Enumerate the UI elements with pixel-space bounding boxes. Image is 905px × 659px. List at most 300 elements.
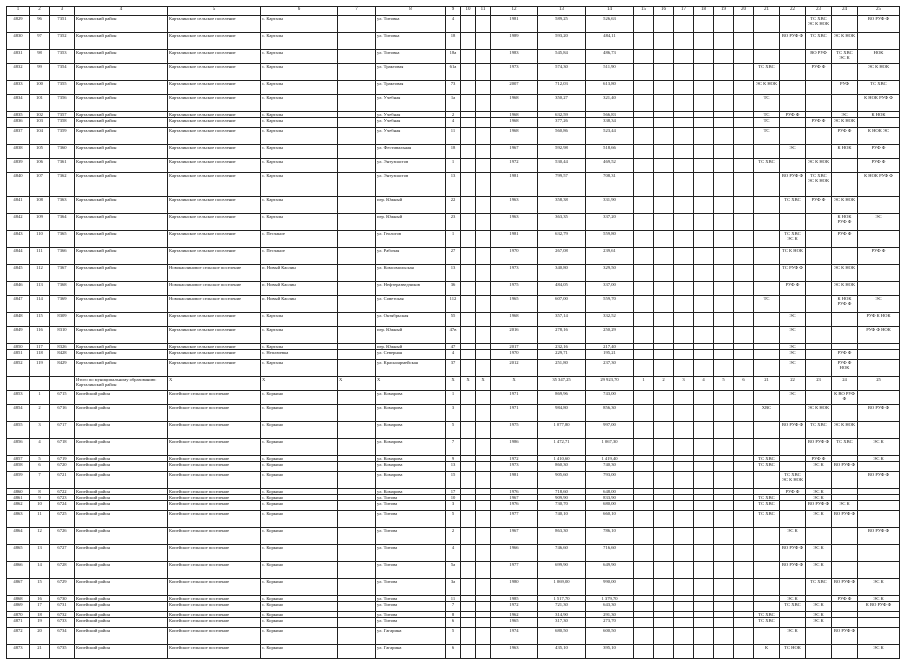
cell-number: 18 (30, 612, 50, 618)
cell-year: 2007 (491, 81, 538, 95)
cell-works-24: РУФ Ф (832, 596, 858, 602)
cell-district: Копейский район (75, 501, 168, 511)
cell-number (30, 377, 50, 391)
cell-area-living: 332,52 (586, 313, 634, 327)
cell-blank (714, 231, 734, 248)
cell-blank (634, 33, 654, 50)
cell-blank (674, 159, 694, 173)
cell-number: 100 (30, 81, 50, 95)
cell-works-24: РУФ Ф (832, 350, 858, 360)
cell-blank (714, 422, 734, 439)
cell-settlement: Карталинское сельское поселение (168, 16, 261, 33)
cell-blank (654, 422, 674, 439)
cell-works-23 (806, 360, 832, 377)
cell-settlement: Карталинское сельское поселение (168, 248, 261, 265)
cell-number: 109 (30, 214, 50, 231)
cell-area-total: 278,16 (538, 327, 586, 344)
cell-id: 4872 (7, 628, 30, 645)
cell-area-living: 1 419,40 (586, 456, 634, 462)
cell-blank (694, 296, 714, 313)
cell-works-22: ВО РУФ Ф (780, 545, 806, 562)
cell-blank (338, 562, 376, 579)
cell-works-24: К ВО РУФ Ф (832, 391, 858, 405)
cell-district: Копейский район (75, 528, 168, 545)
cell-locality: с. Коркино (261, 602, 338, 612)
cell-street: ул. Титова (376, 528, 446, 545)
cell-number: 5 (30, 456, 50, 462)
cell-blank (734, 462, 754, 472)
cell-blank (674, 118, 694, 128)
cell-blank (734, 327, 754, 344)
cell-works-21: ТС (754, 128, 780, 145)
cell-area-living: 523,44 (586, 128, 634, 145)
cell-blank (634, 391, 654, 405)
cell-blank (634, 118, 654, 128)
column-header-9: 9 (446, 7, 461, 16)
cell-street: ул. Комарова (376, 422, 446, 439)
cell-district: Копейский район (75, 439, 168, 456)
cell-house: 112 (446, 296, 461, 313)
cell-works-23 (806, 628, 832, 645)
cell-code: 6727 (50, 545, 75, 562)
cell-street: ул. Титова (376, 579, 446, 596)
cell-locality: с. Карталы (261, 112, 338, 118)
cell-blank (338, 422, 376, 439)
cell-locality: с. Коркино (261, 628, 338, 645)
cell-locality: с. Коркино (261, 579, 338, 596)
cell-street: ул. Октябрьская (376, 313, 446, 327)
cell-number: 11 (30, 511, 50, 528)
cell-house: 18а (446, 50, 461, 64)
cell-area-living: 997,00 (586, 422, 634, 439)
cell-district: Карталинский район (75, 95, 168, 112)
cell-settlement: Копейское сельское поселение (168, 489, 261, 495)
cell-area-total: 484,05 (538, 282, 586, 296)
cell-district: Копейский район (75, 579, 168, 596)
cell-blank (461, 545, 476, 562)
cell-area-total: 799,57 (538, 173, 586, 197)
cell-id: 4833 (7, 81, 30, 95)
cell-area-living: 511,90 (586, 64, 634, 81)
cell-blank (674, 33, 694, 50)
cell-blank (714, 214, 734, 231)
cell-id: 4836 (7, 118, 30, 128)
cell-blank (714, 618, 734, 628)
cell-blank (674, 472, 694, 489)
cell-works-23 (806, 128, 832, 145)
cell-house: 10 (446, 495, 461, 501)
cell-blank (338, 313, 376, 327)
cell-area-total: 592,98 (538, 145, 586, 159)
cell-house: 11 (446, 128, 461, 145)
cell-number: 105 (30, 145, 50, 159)
cell-blank (714, 528, 734, 545)
cell-blank (338, 528, 376, 545)
cell-blank (654, 439, 674, 456)
cell-locality: с. Карталы (261, 327, 338, 344)
column-header-17: 17 (674, 7, 694, 16)
cell-works-22 (780, 95, 806, 112)
cell-number: 112 (30, 265, 50, 282)
cell-settlement: X (168, 377, 261, 391)
cell-year: 1968 (491, 95, 538, 112)
cell-area-total: 984,80 (538, 405, 586, 422)
cell-blank (654, 265, 674, 282)
cell-area-total: 1 517,70 (538, 596, 586, 602)
cell-works-21 (754, 562, 780, 579)
cell-blank (694, 197, 714, 214)
cell-blank (654, 391, 674, 405)
cell-year: 1976 (491, 489, 538, 495)
cell-house: 17 (446, 489, 461, 495)
cell-area-total: 377,26 (538, 118, 586, 128)
cell-blank (461, 579, 476, 596)
cell-area-total: 1 069,00 (538, 579, 586, 596)
cell-works-25: ЭС (858, 214, 900, 231)
cell-street: ул. Комарова (376, 489, 446, 495)
cell-blank (714, 545, 734, 562)
cell-works-25: ЭС К (858, 439, 900, 456)
cell-street: ул. Учебная (376, 128, 446, 145)
cell-blank (338, 602, 376, 612)
cell-year: 1962 (491, 612, 538, 618)
cell-street: ул. Трактовая (376, 64, 446, 81)
cell-house: 4 (446, 545, 461, 562)
cell-blank (461, 282, 476, 296)
cell-year: 1975 (491, 422, 538, 439)
cell-year: 1977 (491, 511, 538, 528)
cell-id: 4859 (7, 472, 30, 489)
cell-blank (714, 197, 734, 214)
cell-house: 4 (446, 16, 461, 33)
cell-number: 7 (30, 472, 50, 489)
cell-blank (476, 33, 491, 50)
cell-code: 6724 (50, 501, 75, 511)
cell-district: Копейский район (75, 628, 168, 645)
cell-works-22 (780, 579, 806, 596)
cell-street: ул. Комарова (376, 462, 446, 472)
cell-street: ул. Комарова (376, 405, 446, 422)
cell-id: 4860 (7, 489, 30, 495)
cell-street: пер. Южный (376, 344, 446, 350)
cell-blank (634, 50, 654, 64)
cell-works-23 (806, 472, 832, 489)
cell-works-23: ВО РУФ (806, 50, 832, 64)
cell-works-24: ВО РУФ Ф (832, 628, 858, 645)
cell-blank (694, 462, 714, 472)
column-header-3: 3 (50, 7, 75, 16)
cell-blank (476, 618, 491, 628)
column-header-18: 18 (694, 7, 714, 16)
cell-settlement: Копейское сельское поселение (168, 618, 261, 628)
cell-works-23: ТС ХВС ЭС К НОК (806, 173, 832, 197)
cell-blank (654, 602, 674, 612)
cell-id: 4854 (7, 405, 30, 422)
cell-works-23: РУФ Ф (806, 456, 832, 462)
cell-works-21: ТС (754, 112, 780, 118)
cell-works-23 (806, 265, 832, 282)
cell-works-25 (858, 422, 900, 439)
cell-blank (338, 282, 376, 296)
cell-settlement: Карталинское сельское поселение (168, 128, 261, 145)
cell-works-22: ВО РУФ Ф (780, 562, 806, 579)
cell-street: ул. Титовка (376, 16, 446, 33)
cell-district: Карталинский район (75, 145, 168, 159)
cell-works-22 (780, 462, 806, 472)
table-row (7, 360, 900, 377)
cell-blank (476, 159, 491, 173)
cell-blank (674, 265, 694, 282)
cell-works-21: ЭС К НОК (754, 81, 780, 95)
cell-blank (476, 422, 491, 439)
cell-blank (734, 282, 754, 296)
cell-area-total: 232,16 (538, 344, 586, 350)
cell-code: 6726 (50, 528, 75, 545)
cell-works-22: РУФ Ф (780, 489, 806, 495)
cell-district: Копейский район (75, 612, 168, 618)
cell-blank (476, 462, 491, 472)
cell-area-total: 317,30 (538, 618, 586, 628)
cell-blank (634, 214, 654, 231)
column-header-25: 25 (858, 7, 900, 16)
cell-works-25 (858, 562, 900, 579)
cell-works-23: ЭС К (806, 511, 832, 528)
cell-works-24: ВО РУФ Ф (832, 579, 858, 596)
cell-blank (694, 128, 714, 145)
cell-blank (654, 231, 674, 248)
cell-code: 6732 (50, 612, 75, 618)
cell-area-living: 337,20 (586, 214, 634, 231)
cell-code: 7358 (50, 118, 75, 128)
cell-code: 6719 (50, 456, 75, 462)
cell-district: Копейский район (75, 602, 168, 612)
cell-blank (338, 173, 376, 197)
table-row (7, 602, 900, 612)
cell-blank (694, 118, 714, 128)
cell-number: 101 (30, 95, 50, 112)
cell-blank (734, 618, 754, 628)
cell-blank (338, 462, 376, 472)
cell-number: 114 (30, 296, 50, 313)
cell-works-23 (806, 248, 832, 265)
cell-district: Карталинский район (75, 214, 168, 231)
cell-district: Карталинский район (75, 33, 168, 50)
cell-locality: с. Коркино (261, 439, 338, 456)
cell-id: 4832 (7, 64, 30, 81)
cell-blank (694, 645, 714, 659)
table-row (7, 391, 900, 405)
cell-blank (734, 350, 754, 360)
column-number-header (7, 7, 900, 16)
cell-house: 55 (446, 313, 461, 327)
cell-works-23: ЭС К (806, 618, 832, 628)
cell-blank (694, 422, 714, 439)
cell-house: 18 (446, 33, 461, 50)
cell-area-total: 593,20 (538, 33, 586, 50)
cell-works-21 (754, 145, 780, 159)
cell-blank (694, 618, 714, 628)
cell-blank (734, 16, 754, 33)
cell-year: 1981 (491, 472, 538, 489)
cell-area-living: 990,00 (586, 579, 634, 596)
cell-area-living: 559,70 (586, 296, 634, 313)
cell-settlement: Новокаолиновое сельское поселение (168, 296, 261, 313)
cell-works-23: ЭС К (806, 602, 832, 612)
cell-district: Копейский район (75, 562, 168, 579)
cell-blank (476, 545, 491, 562)
cell-works-25: К НОК ЭС (858, 128, 900, 145)
cell-blank (674, 214, 694, 231)
cell-street: ул. Комарова (376, 472, 446, 489)
table-row (7, 528, 900, 545)
cell-settlement: Карталинское сельское поселение (168, 197, 261, 214)
cell-blank (634, 16, 654, 33)
table-row (7, 159, 900, 173)
cell-locality: с. Карталы (261, 344, 338, 350)
cell-works-22 (780, 501, 806, 511)
table-row (7, 545, 900, 562)
cell-blank (338, 327, 376, 344)
cell-district: Копейский район (75, 456, 168, 462)
cell-area-total: 357,14 (538, 313, 586, 327)
cell-id: 4852 (7, 360, 30, 377)
cell-blank (714, 501, 734, 511)
cell-works-23 (806, 145, 832, 159)
cell-id: 4850 (7, 344, 30, 350)
cell-year: 1967 (491, 495, 538, 501)
cell-district: Копейский район (75, 511, 168, 528)
cell-blank (674, 628, 694, 645)
total-row (7, 377, 900, 391)
cell-year: 1972 (491, 456, 538, 462)
cell-blank (694, 282, 714, 296)
cell-year: 1974 (491, 628, 538, 645)
cell-house: X (446, 377, 461, 391)
cell-blank (338, 472, 376, 489)
cell-area-total: 530,44 (538, 159, 586, 173)
cell-works-22: ТС ХВС (780, 197, 806, 214)
cell-works-24 (832, 248, 858, 265)
table-row (7, 214, 900, 231)
cell-house: 5 (446, 628, 461, 645)
cell-works-23: РУФ Ф (806, 64, 832, 81)
cell-blank (654, 50, 674, 64)
cell-locality: с. Карталы (261, 214, 338, 231)
cell-settlement: Копейское сельское поселение (168, 562, 261, 579)
cell-works-21: ТС (754, 118, 780, 128)
cell-district: Копейский район (75, 645, 168, 659)
cell-blank (714, 391, 734, 405)
cell-blank (694, 562, 714, 579)
column-header-2: 2 (30, 7, 50, 16)
cell-blank (694, 628, 714, 645)
cell-id: 4858 (7, 462, 30, 472)
cell-year: 1986 (491, 439, 538, 456)
cell-works-22: ЭС К (780, 528, 806, 545)
cell-blank (461, 405, 476, 422)
cell-blank (674, 327, 694, 344)
cell-blank (714, 95, 734, 112)
cell-works-24: ТС ХВС (832, 439, 858, 456)
cell-blank (338, 439, 376, 456)
cell-blank (461, 128, 476, 145)
cell-blank (461, 645, 476, 659)
cell-blank (654, 350, 674, 360)
cell-settlement: Копейское сельское поселение (168, 579, 261, 596)
cell-works-23 (806, 528, 832, 545)
cell-locality: с. Коркино (261, 422, 338, 439)
cell-street: ул. Геологов (376, 231, 446, 248)
cell-year: 1973 (491, 462, 538, 472)
cell-blank (714, 296, 734, 313)
cell-works-23 (806, 231, 832, 248)
cell-blank (461, 462, 476, 472)
cell-year: 1981 (491, 173, 538, 197)
cell-works-24 (832, 602, 858, 612)
cell-district: Карталинский район (75, 296, 168, 313)
cell-blank (694, 602, 714, 612)
cell-works-25 (858, 462, 900, 472)
cell-blank (461, 197, 476, 214)
cell-settlement: Копейское сельское поселение (168, 495, 261, 501)
cell-id: 4867 (7, 579, 30, 596)
cell-house: 3а (446, 579, 461, 596)
cell-blank (461, 95, 476, 112)
cell-works-24: РУФ Ф (832, 231, 858, 248)
cell-blank (461, 145, 476, 159)
cell-blank (734, 64, 754, 81)
cell-works-23: ВО РУФ Ф (806, 439, 832, 456)
cell-works-24 (832, 545, 858, 562)
cell-blank (461, 602, 476, 612)
cell-blank (654, 197, 674, 214)
cell-settlement: Карталинское сельское поселение (168, 214, 261, 231)
cell-blank (734, 405, 754, 422)
cell-id: 4845 (7, 265, 30, 282)
cell-blank (654, 33, 674, 50)
cell-number: 102 (30, 112, 50, 118)
cell-district: Карталинский район (75, 118, 168, 128)
cell-settlement: Копейское сельское поселение (168, 456, 261, 462)
cell-works-25: К ВО РУФ Ф (858, 602, 900, 612)
cell-blank (461, 350, 476, 360)
cell-blank (654, 579, 674, 596)
cell-works-25: ЭС К НОК (858, 64, 900, 81)
cell-house: 9 (446, 456, 461, 462)
column-header-23: 23 (806, 7, 832, 16)
cell-street: ул. Комарова (376, 456, 446, 462)
cell-works-22 (780, 50, 806, 64)
cell-works-25: РУФ Ф (858, 248, 900, 265)
cell-works-24: РУФ (832, 81, 858, 95)
cell-locality: с. Карталы (261, 16, 338, 33)
table-row (7, 33, 900, 50)
cell-works-24 (832, 173, 858, 197)
cell-district: Карталинский район (75, 50, 168, 64)
cell-works-23: ЭС К НОК (806, 159, 832, 173)
cell-locality: X (261, 377, 338, 391)
cell-blank (734, 562, 754, 579)
cell-blank (634, 282, 654, 296)
cell-blank (461, 472, 476, 489)
table-row (7, 81, 900, 95)
cell-year: 1973 (491, 265, 538, 282)
cell-blank (634, 128, 654, 145)
cell-code: 7366 (50, 248, 75, 265)
cell-id: 4843 (7, 231, 30, 248)
cell-code: 6715 (50, 391, 75, 405)
cell-year: X (491, 377, 538, 391)
